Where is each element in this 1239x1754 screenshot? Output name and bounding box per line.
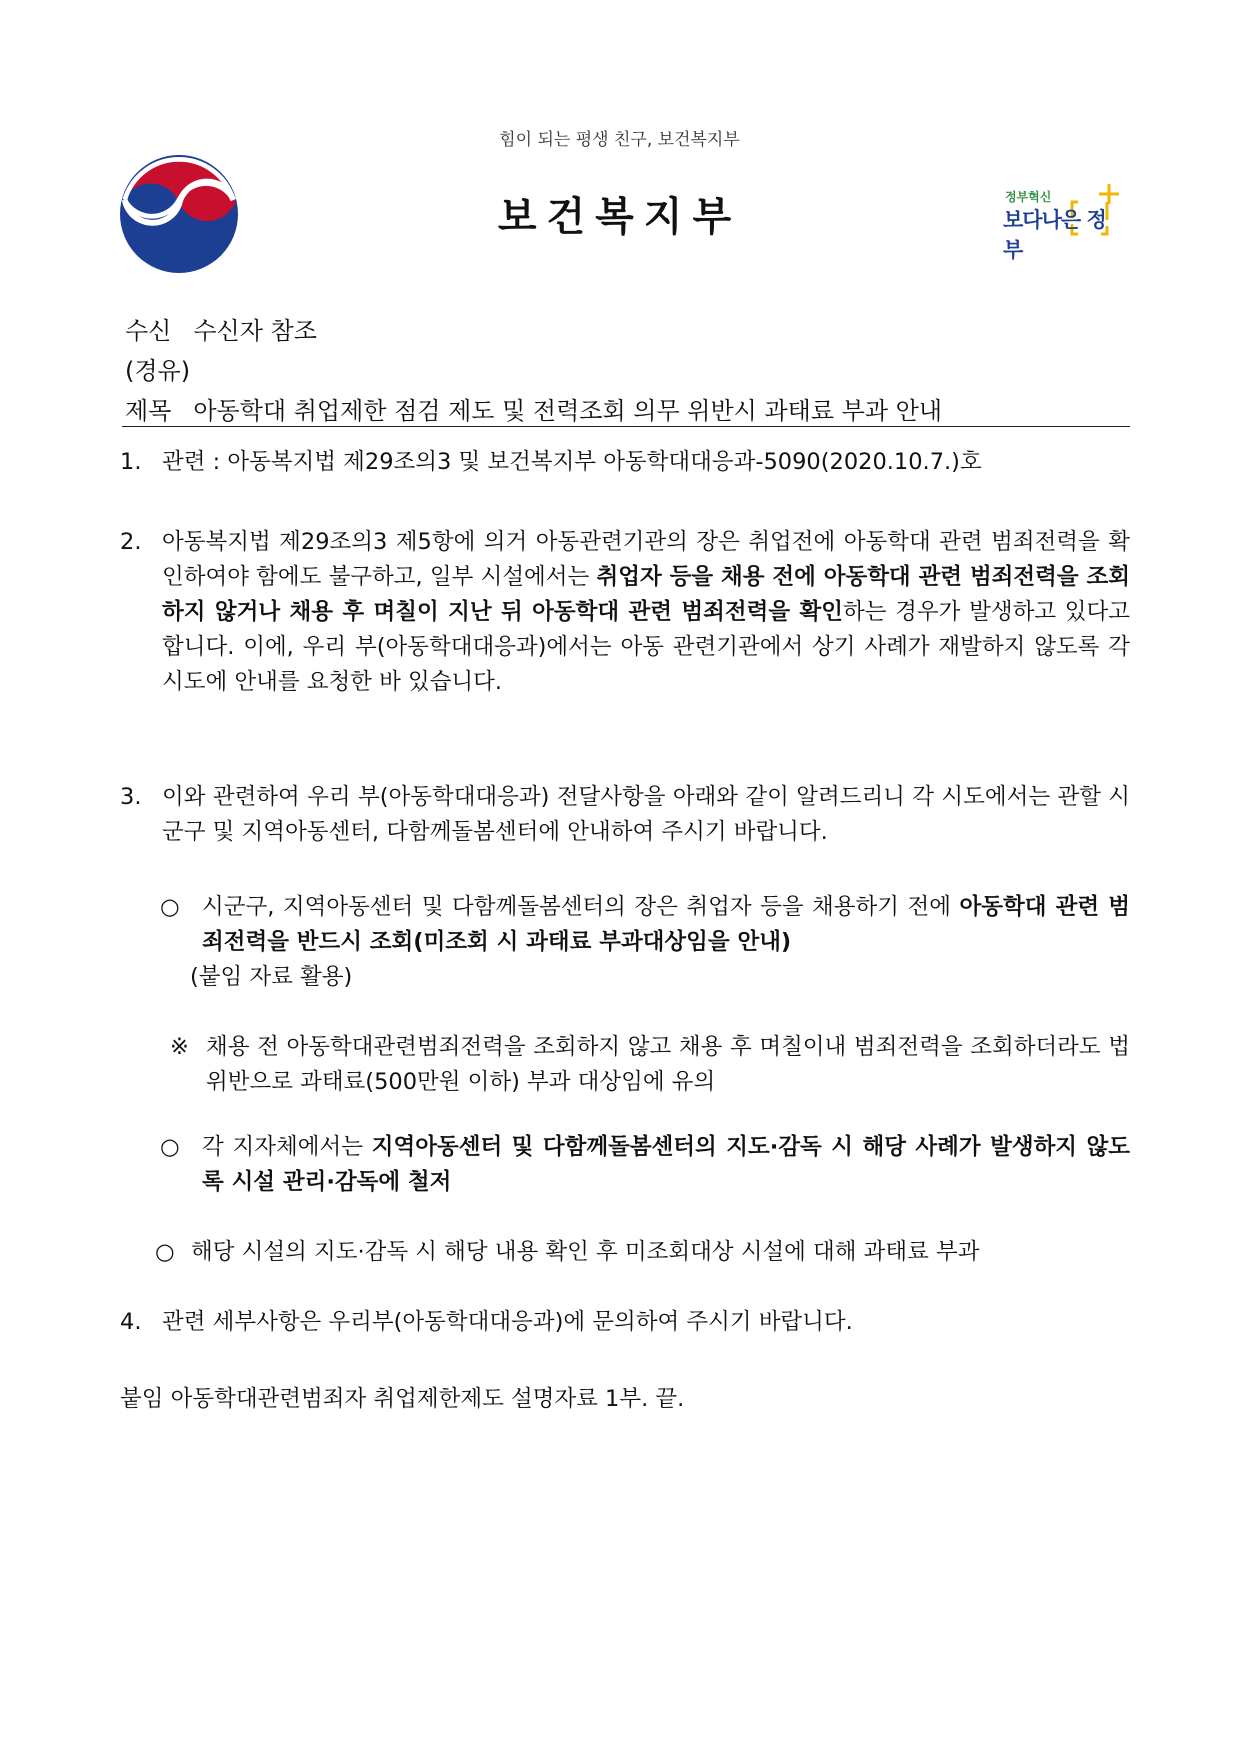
paragraph-2 <box>120 525 1130 700</box>
note-item <box>170 1030 1130 1100</box>
attachment-line: 붙임 아동학대관련범죄자 취업제한제도 설명자료 1부. 끝. <box>120 1386 685 1412</box>
text-run: 시군구, 지역아동센터 및 다함께돌봄센터의 장은 취업자 등을 채용하기 전에 <box>202 894 960 920</box>
paragraph-text: 관련 세부사항은 우리부(아동학대대응과)에 문의하여 주시기 바랍니다. <box>162 1309 853 1335</box>
circle-bullet-icon: ○ <box>160 1134 180 1160</box>
gov-logo-big: 보다나은 정부 <box>1003 208 1106 262</box>
paragraph-1 <box>120 445 1130 480</box>
recipient-label: 수신 <box>125 317 172 345</box>
via-line: (경유) <box>125 357 191 385</box>
text-run: 아동복지법 제29조의3 제5항에 의거 아동관련기관의 장은 취업전에 아동학대 관련 범죄전력을 확인하여야 함에도 불구하고, 일부 시설에서는 <box>162 529 1130 590</box>
note-text: 채용 전 아동학대관련범죄전력을 조회하지 않고 채용 후 며칠이내 범죄전력을 조회하더라도 법 위반으로 과태료(500만원 이하) 부과 대상임에 유의 <box>206 1034 1130 1095</box>
paragraph-text <box>162 525 1130 700</box>
circle-bullet-icon: ○ <box>160 894 180 920</box>
paragraph-number: 3. <box>120 784 142 810</box>
divider <box>122 426 1130 427</box>
bullet-1 <box>160 890 1130 995</box>
recipient-line <box>125 311 317 346</box>
paragraph-text: 이와 관련하여 우리 부(아동학대대응과) 전달사항을 아래와 같이 알려드리니 각 시도에서는 관할 시군구 및 지역아동센터, 다함께돌봄센터에 안내하여 주시기 바랍니다. <box>162 784 1130 845</box>
text-run: 하는 경우가 발생하고 있다고 합니다. 이에, 우리 부(아동학대대응과)에서는 아동 관련기관에서 상기 사례가 재발하지 않도록 각 시도에 안내를 요청한 바 있습니다. <box>162 599 1130 695</box>
subject-label: 제목 <box>125 397 172 425</box>
subject-value: 아동학대 취업제한 점검 제도 및 전력조회 의무 위반시 과태료 부과 안내 <box>193 397 942 425</box>
paragraph-number: 4. <box>120 1309 142 1335</box>
circle-bullet-icon: ○ <box>155 1239 175 1265</box>
bullet-note: (붙임 자료 활용) <box>190 964 353 990</box>
bold-text: 취업자 등을 채용 전에 아동학대 관련 범죄전력을 조회하지 않거나 채용 후 며칠이 지난 뒤 아동학대 관련 범죄전력을 확인 <box>162 564 1130 625</box>
slogan: 힘이 되는 평생 친구, 보건복지부 <box>499 130 740 150</box>
bold-text: 지역아동센터 및 다함께돌봄센터의 지도·감독 시 해당 사례가 발생하지 않도록 시설 관리·감독에 철저 <box>202 1134 1131 1195</box>
text-run: 각 지자체에서는 <box>202 1134 372 1160</box>
bullet-3 <box>155 1235 1140 1270</box>
recipient-value: 수신자 참조 <box>193 317 317 345</box>
bold-text: 아동학대 관련 범죄전력을 반드시 조회(미조회 시 과태료 부과대상임을 안내) <box>202 894 1131 955</box>
reference-mark-icon: ※ <box>170 1034 189 1060</box>
paragraph-number: 2. <box>120 529 142 555</box>
gov-innovation-logo <box>995 180 1125 262</box>
subject-line <box>125 391 942 426</box>
paragraph-4 <box>120 1305 1130 1340</box>
paragraph-text: 관련 : 아동복지법 제29조의3 및 보건복지부 아동학대대응과-5090(2020.10.7.)호 <box>162 449 982 475</box>
bullet-text <box>202 1130 1130 1200</box>
bullet-text <box>202 890 1130 960</box>
bullet-text: 해당 시설의 지도·감독 시 해당 내용 확인 후 미조회대상 시설에 대해 과태료 부과 <box>191 1239 980 1265</box>
gov-logo-small: 정부혁신 <box>1005 190 1052 204</box>
bullet-2 <box>160 1130 1130 1200</box>
paragraph-number: 1. <box>120 449 142 475</box>
paragraph-3 <box>120 780 1130 850</box>
agency-title: 보건복지부 <box>497 194 742 240</box>
